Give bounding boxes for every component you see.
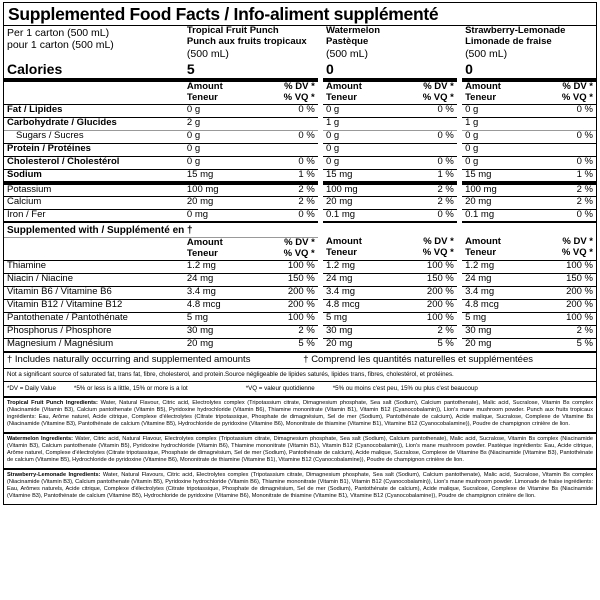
nutrient-dv: 0 % [253, 130, 318, 143]
supplement-dv: 200 % [392, 299, 457, 312]
nutrient-amount: 0 g [462, 104, 531, 117]
nutrient-amount: 0 g [323, 104, 392, 117]
nutrient-amount: 0 mg [184, 209, 253, 222]
nutrient-dv [531, 117, 596, 130]
supplement-label: Niacin / Niacine [4, 273, 184, 286]
nutrient-amount: 0 g [462, 156, 531, 169]
supplement-header-label [4, 237, 184, 260]
supplement-dv: 100 % [253, 260, 318, 273]
nutrient-amount: 15 mg [323, 169, 392, 182]
amount-header-fr: Teneur [325, 92, 357, 104]
dv-note-1: *DV = Daily Value [7, 385, 56, 393]
calories-value: 0 [462, 60, 531, 80]
amount-header-en: Amount [186, 81, 223, 93]
nutrient-label: Fat / Lipides [4, 104, 184, 117]
dv-header-en: % DV * [562, 81, 593, 93]
nutrient-amount: 0 g [184, 156, 253, 169]
vq-header-fr: % VQ * [422, 247, 454, 259]
supplement-dv: 100 % [531, 312, 596, 325]
amount-header-en: Amount [325, 237, 362, 248]
supplement-amount: 30 mg [323, 325, 392, 338]
supplement-amount: 5 mg [462, 312, 531, 325]
nutrient-amount: 0 g [323, 143, 392, 156]
supplement-amount: 3.4 mg [323, 286, 392, 299]
serving-size-fr: pour 1 carton (500 mL) [7, 39, 114, 52]
dv-header-en: % DV * [562, 237, 593, 248]
calories-label: Calories [4, 60, 184, 80]
nutrient-dv: 0 % [392, 156, 457, 169]
ingredients-heading: Tropical Fruit Punch Ingredients: [7, 399, 98, 406]
dagger-note-fr: † Comprend les quantités naturelles et supplémentées [303, 354, 533, 366]
amount-header-fr: Teneur [465, 247, 497, 259]
ingredients-block [4, 468, 596, 504]
nutrient-dv: 0 % [531, 104, 596, 117]
dv-header [253, 80, 318, 104]
nutrient-amount: 100 mg [462, 183, 531, 196]
nutrient-row [4, 169, 596, 182]
calories-value: 0 [323, 60, 392, 80]
supplement-amount: 20 mg [465, 338, 492, 349]
nutrient-dv: 2 % [392, 196, 457, 209]
nutrient-dv: 0 % [253, 104, 318, 117]
amount-header [323, 80, 392, 104]
nutrient-row [4, 104, 596, 117]
supplement-row [4, 273, 596, 286]
supplement-label: Vitamin B12 / Vitamine B12 [4, 299, 184, 312]
supplement-amount: 24 mg [323, 273, 392, 286]
calories-value-spacer [253, 60, 318, 80]
dagger-footnote [4, 351, 596, 368]
supplement-label: Vitamin B6 / Vitamine B6 [4, 286, 184, 299]
flavour-1-header [184, 26, 318, 60]
nutrient-row [4, 156, 596, 169]
nutrient-label: Sodium [4, 169, 184, 182]
supplement-dv: 100 % [531, 260, 596, 273]
supplement-row [4, 286, 596, 299]
ingredients-block [4, 396, 596, 432]
nutrient-amount: 0 g [323, 130, 392, 143]
supplement-dv: 200 % [531, 299, 596, 312]
nutrient-label: Cholesterol / Cholestérol [4, 156, 184, 169]
supplement-dv: 100 % [253, 312, 318, 325]
supplement-dv: 200 % [392, 286, 457, 299]
flavour-3-header [462, 26, 596, 60]
supplement-row [4, 312, 596, 325]
nutrient-dv: 0 % [392, 104, 457, 117]
nutrient-dv: 0 % [531, 130, 596, 143]
supplement-dv: 2 % [392, 325, 457, 338]
supplement-dv: 5 % [576, 338, 593, 349]
nutrient-row [4, 117, 596, 130]
supplement-label: Phosphorus / Phosphore [4, 325, 184, 338]
dv-header [392, 80, 457, 104]
nutrient-dv: 2 % [392, 183, 457, 196]
nutrient-row [4, 130, 596, 143]
nutrient-dv [253, 143, 318, 156]
nutrient-label: Iron / Fer [4, 209, 184, 222]
flavour-header-row [4, 26, 596, 60]
amount-header [184, 80, 253, 104]
supplement-amount: 30 mg [462, 325, 531, 338]
supplement-dv: 100 % [392, 312, 457, 325]
supplement-amount: 1.2 mg [323, 260, 392, 273]
nutrient-dv [531, 143, 596, 156]
flavour-1-name-en: Tropical Fruit Punch [186, 26, 279, 37]
nutrient-amount: 20 mg [323, 196, 392, 209]
amount-header-en: Amount [325, 81, 362, 93]
calories-value: 5 [184, 60, 253, 80]
flavour-1-name-fr: Punch aux fruits tropicaux [186, 36, 307, 48]
supplement-label: Magnesium / Magnésium [7, 338, 114, 349]
supplement-dv: 100 % [392, 260, 457, 273]
ingredients-heading: Watermelon Ingredients: [7, 435, 74, 442]
dagger-note-en: † Includes naturally occurring and supplemented amounts [7, 354, 251, 366]
nutrient-dv: 0 % [531, 156, 596, 169]
amount-header-en: Amount [465, 237, 501, 248]
nutrient-dv: 0 % [392, 130, 457, 143]
nutrient-amount: 2 g [184, 117, 253, 130]
nutrient-amount: 0 g [184, 130, 253, 143]
vq-header-fr: % VQ * [561, 92, 593, 104]
dv-header-en: % DV * [284, 81, 315, 93]
supplement-dv: 2 % [531, 325, 596, 338]
supplement-dv: 150 % [531, 273, 596, 286]
amount-header-fr: Teneur [325, 247, 357, 259]
flavour-3-name-en: Strawberry-Lemonade [465, 26, 566, 37]
supplemented-food-facts-panel [3, 2, 597, 505]
amount-header-fr: Teneur [186, 92, 218, 104]
nutrient-dv [392, 143, 457, 156]
nutrient-dv: 1 % [253, 169, 318, 182]
supplement-row [4, 299, 596, 312]
dv-header-en: % DV * [284, 237, 315, 248]
supplement-dv: 5 % [298, 338, 315, 349]
supplement-row [4, 325, 596, 338]
supplement-dv: 2 % [253, 325, 318, 338]
supplement-column-header-row [4, 237, 596, 260]
supplement-amount: 4.8 mcg [462, 299, 531, 312]
supplement-dv: 150 % [253, 273, 318, 286]
supplement-row [4, 338, 596, 351]
serving-size-en: Per 1 carton (500 mL) [7, 27, 110, 40]
dv-header [253, 237, 318, 260]
ingredients-section [4, 396, 596, 504]
supplement-amount: 24 mg [184, 273, 253, 286]
nutrient-dv [392, 117, 457, 130]
nutrient-column-header-row [4, 80, 596, 104]
facts-table-body [4, 26, 596, 351]
amount-header [184, 237, 253, 260]
dv-header-en: % DV * [423, 81, 454, 93]
dv-header-en: % DV * [423, 237, 454, 248]
vq-header-fr: % VQ * [283, 247, 315, 259]
amount-header-fr: Teneur [186, 247, 218, 259]
dv-header [531, 80, 596, 104]
ingredients-block [4, 432, 596, 468]
dv-notes [4, 381, 596, 395]
nutrient-dv: 2 % [531, 196, 596, 209]
amount-header [462, 237, 531, 260]
nutrient-amount: 0 g [184, 104, 253, 117]
nutrient-dv: 0 % [253, 156, 318, 169]
amount-header-fr: Teneur [465, 92, 497, 104]
supplement-dv: 200 % [531, 286, 596, 299]
dv-note-4: *5% ou moins c'est peu, 15% ou plus c'est beaucoup [332, 385, 478, 393]
nutrient-amount: 0 g [462, 143, 531, 156]
nutrient-amount: 20 mg [184, 196, 253, 209]
nutrient-dv [253, 117, 318, 130]
nutrient-label: Sugars / Sucres [4, 130, 184, 143]
flavour-2-name-fr: Pastèque [325, 36, 369, 48]
amount-header [323, 237, 392, 260]
nutrient-dv: 1 % [392, 169, 457, 182]
nutrient-dv: 1 % [531, 169, 596, 182]
nutrient-row [4, 143, 596, 156]
nutrient-dv: 0 % [253, 209, 318, 222]
flavour-2-name-en: Watermelon [325, 26, 381, 37]
dv-header [392, 237, 457, 260]
supplement-amount: 3.4 mg [462, 286, 531, 299]
supplement-amount: 24 mg [462, 273, 531, 286]
flavour-3-size: (500 mL) [465, 47, 508, 60]
ingredients-text: Water, Natural Flavours, Citric acid, Electrolytes complex (Tripotassium citrate, Dimagnesium phosphate, Sea salt (Sodium), Calcium pantothenate), Malic acid, Sucralose, Vitamin Bs complex (Niacinamide (Vitamin B3), Calcium pantothenate (Vitamin B5), Pyridoxine hydrochloride (Vitamin B6), Thiamine mononitrate (Vitamin B1), Vitamin B12 (Cyanocobalamin)), Lion's mane mushroom powder. Limonade de fraise ingrédients: Eau, Arômes naturels, Acide citrique, Complexe d'électrolytes (Citrate tripotassique, Phosphate de dimagnésium, Sel de mer (Sodium), Pantothénate de calcium), Acide malique, Sucralose, Complexe de Vitamine Bs (Niacinamide (Vitamine B3), Pantothénate de calcium (Vitamine B5), Hydrochloride de pyridoxine (Vitamine B6), Mononitrate de thiamine (Vitamine B1), Vitamine B12 (Cyanocobalamine)), Poudre de champignon crinière de lion. [7, 471, 593, 500]
supplement-row [4, 260, 596, 273]
nutrient-amount: 1 g [462, 117, 531, 130]
nutrient-label: Potassium [4, 183, 184, 196]
nutrient-amount: 20 mg [462, 196, 531, 209]
amount-header-en: Amount [186, 237, 223, 248]
nutrient-label: Protein / Protéines [4, 143, 184, 156]
supplement-amount: 3.4 mg [184, 286, 253, 299]
calories-row [4, 60, 596, 80]
nutrient-dv: 2 % [253, 196, 318, 209]
nutrient-amount: 0 g [462, 130, 531, 143]
supplement-dv: 5 % [437, 338, 454, 349]
amount-header-en: Amount [465, 81, 501, 93]
vq-header-fr: % VQ * [283, 92, 315, 104]
ingredients-text: Water, Citric acid, Natural Flavour, Electrolytes complex (Tripotassium citrate, Dimagnesium phosphate, Sea salt (Sodium), Calcium pantothenate), Malic acid, Sucralose, Vitamin Bs complex (Niacinamide (Vitamin B3), Calcium pantothenate (Vitamin B5), Pyridoxine hydrochloride (Vitamin B6), Thiamine mononitrate (Vitamin B1), Vitamin B12 (Cyanocobalamin)), Lion's mane mushroom powder. Pastèque ingrédients: Eau, Acide citrique, Arôme naturel, Complexe d'électrolytes (Citrate tripotassique, Phosphate de dimagnésium, Sel de mer (Sodium), Pantothénate de calcium), Acide malique, Sucralose, Complexe de Vitamine Bs (Niacinamide (Vitamine B3), Pantothénate de calcium (Vitamine B5), Hydrochloride de pyridoxine (Vitamine B6), Mononitrate de thiamine (Vitamine B1), Vitamine B12 (Cyanocobalamine)), Poudre de champignon crinière de lion. [7, 435, 593, 464]
supplement-amount: 5 mg [323, 312, 392, 325]
nutrient-label: Carbohydrate / Glucides [4, 117, 184, 130]
nutrient-amount: 100 mg [323, 183, 392, 196]
nutrient-amount: 0 g [323, 156, 392, 169]
supplement-amount: 20 mg [325, 338, 353, 349]
ingredients-text: Water, Natural Flavour, Citric acid, Electrolytes complex (Tripotassium citrate, Dimagnesium phosphate, Sea salt (Sodium), Calcium pantothenate), Malic acid, Sucralose, Vitamin Bs complex (Niacinamide (Vitamin B3), Calcium pantothenate (Vitamin B5), Pyridoxine hydrochloride (Vitamin B6), Thiamine mononitrate (Vitamin B1), Vitamin B12 (Cyanocobalamin)), Lion's mane mushroom powder. Punch aux fruits tropicaux ingrédients: Eau, Arôme naturel, Acide citrique, Complexe d'électrolytes (Citrate tripotassique, Phosphate de dimagnésium, Sel de mer (Sodium), Pantothénate de calcium), Acide malique, Sucralose, Complexe de Vitamine Bs (Niacinamide (Vitamine B3), Pantothénate de calcium (Vitamine B5), Hydrochloride de pyridoxine (Vitamine B6), Mononitrate de thiamine (Vitamine B1), Vitamine B12 (Cyanocobalamine)), Poudre de champignon crinière de lion. [7, 399, 593, 428]
calories-value-spacer [531, 60, 596, 80]
facts-table [4, 26, 596, 351]
dv-header [531, 237, 596, 260]
nutrient-dv: 0 % [531, 209, 596, 222]
calories-value-spacer [392, 60, 457, 80]
flavour-3-name-fr: Limonade de fraise [465, 36, 552, 48]
supplement-amount: 30 mg [184, 325, 253, 338]
dv-note-3: *VQ = valeur quotidienne [245, 385, 315, 393]
not-significant-note: Not a significant source of saturated fat, trans fat, fibre, cholesterol, and protein.Source négligeable de lipides saturés, lipides trans, fibres, cholestérol, et protéines. [4, 368, 596, 381]
nutrient-amount: 15 mg [184, 169, 253, 182]
nutrient-amount: 0.1 mg [462, 209, 531, 222]
nutrient-row [4, 196, 596, 209]
nutrient-amount: 15 mg [462, 169, 531, 182]
supplement-dv: 200 % [253, 286, 318, 299]
vq-header-fr: % VQ * [422, 92, 454, 104]
ingredients-heading: Strawberry-Lemonade Ingredients: [7, 471, 101, 478]
supplemented-with-row [4, 222, 596, 237]
nutrient-row [4, 209, 596, 222]
supplement-amount: 20 mg [186, 338, 214, 349]
supplement-amount: 4.8 mcg [323, 299, 392, 312]
nutrient-row [4, 183, 596, 196]
supplemented-with-label: Supplemented with / Supplémenté en † [4, 222, 318, 237]
amount-header [462, 80, 531, 104]
serving-size [4, 26, 184, 60]
nutrient-amount: 100 mg [184, 183, 253, 196]
nutrient-dv: 2 % [531, 183, 596, 196]
supplement-amount: 5 mg [184, 312, 253, 325]
nutrient-amount: 1 g [323, 117, 392, 130]
nutrient-amount: 0.1 mg [323, 209, 392, 222]
flavour-1-size: (500 mL) [186, 47, 229, 60]
dv-note-2: *5% or less is a little, 15% or more is a lot [73, 385, 188, 393]
supplement-amount: 1.2 mg [184, 260, 253, 273]
supplement-dv: 200 % [253, 299, 318, 312]
nutrient-amount: 0 g [184, 143, 253, 156]
vq-header-fr: % VQ * [561, 247, 593, 259]
supplement-dv: 150 % [392, 273, 457, 286]
flavour-2-size: (500 mL) [325, 47, 368, 60]
supplement-label: Pantothenate / Pantothénate [4, 312, 184, 325]
supplement-amount: 4.8 mcg [184, 299, 253, 312]
supplement-amount: 1.2 mg [462, 260, 531, 273]
nutrient-header-label [4, 80, 184, 104]
nutrient-dv: 0 % [392, 209, 457, 222]
nutrient-label: Calcium [4, 196, 184, 209]
panel-title: Supplemented Food Facts / Info-aliment supplémenté [4, 3, 596, 26]
supplement-label: Thiamine [4, 260, 184, 273]
flavour-2-header [323, 26, 457, 60]
nutrient-dv: 2 % [253, 183, 318, 196]
